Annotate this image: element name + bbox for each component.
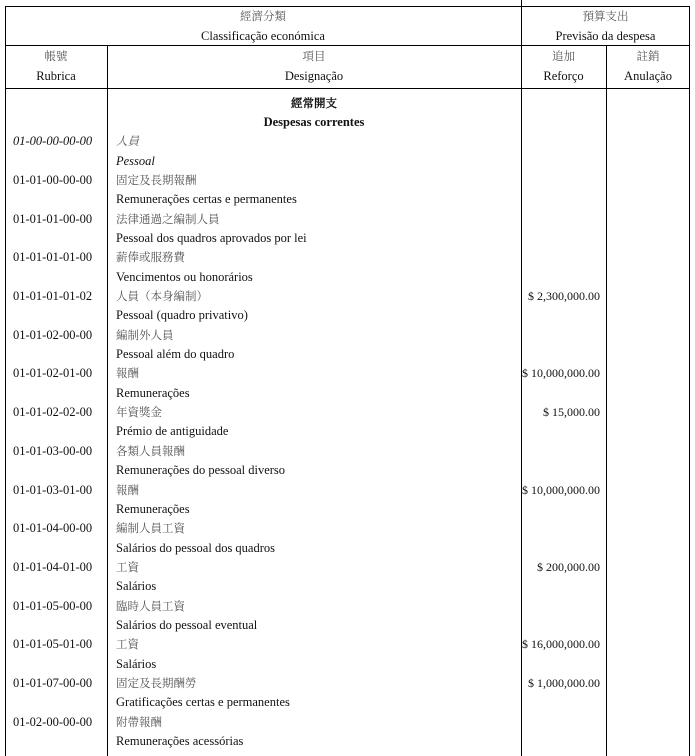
rubrica-code: 01-01-04-00-00: [13, 521, 93, 536]
table-row-pt: [0, 539, 695, 558]
rubrica-code: 01-01-01-01-02: [13, 289, 93, 303]
table-row-pt: [0, 268, 695, 287]
divider: [5, 88, 690, 89]
designation-zh: 各類人員報酬: [116, 443, 185, 458]
header-designation: [107, 47, 521, 86]
table-row: [0, 326, 695, 345]
section-title-zh: 經常開支: [291, 95, 337, 110]
designation-pt: Salários do pessoal eventual: [116, 617, 258, 632]
header-forecast-zh: 預算支出: [582, 9, 629, 23]
header-reforco: [521, 47, 606, 86]
header-anulacao-pt: Anulação: [624, 68, 672, 83]
designation-pt: Remunerações: [116, 385, 190, 400]
table-row-pt: [0, 461, 695, 480]
header-anulacao-zh: 註銷: [636, 49, 660, 63]
reforco-amount: $ 16,000,000.00: [522, 637, 600, 652]
table-row: [0, 519, 695, 538]
designation-zh: 報酬: [116, 366, 139, 381]
header-reforco-pt: Reforço: [543, 68, 584, 83]
table-row-pt: [0, 693, 695, 712]
table-row: [0, 132, 695, 151]
table-row: [0, 364, 695, 383]
table-row-pt: [0, 229, 695, 248]
table-row: [0, 287, 695, 306]
designation-zh: 人員（本身編制）: [116, 289, 208, 303]
designation-pt: Pessoal: [116, 153, 155, 168]
table-row: [0, 558, 695, 577]
rubrica-code: 01-01-02-01-00: [13, 366, 93, 381]
header-classification: [5, 7, 521, 46]
header-designation-zh: 項目: [302, 49, 326, 63]
rubrica-code: 01-00-00-00-00: [13, 134, 93, 149]
header-classification-pt: Classificação económica: [201, 28, 325, 43]
designation-zh: 法律通過之編制人員: [116, 211, 220, 226]
header-rubrica-zh: 帳號: [44, 49, 68, 63]
designation-zh: 編制外人員: [116, 327, 174, 342]
designation-pt: Pessoal além do quadro: [116, 347, 235, 362]
designation-pt: Remunerações: [116, 501, 190, 516]
designation-zh: 人員: [116, 134, 139, 149]
table-row-pt: [0, 616, 695, 635]
table-row: [0, 713, 695, 732]
header-rubrica: [5, 47, 107, 86]
reforco-amount: $ 1,000,000.00: [528, 676, 600, 690]
table-row-pt: [0, 422, 695, 441]
designation-pt: Remunerações do pessoal diverso: [116, 463, 286, 478]
header-forecast-pt: Previsão da despesa: [555, 28, 656, 43]
designation-zh: 報酬: [116, 482, 139, 497]
table-row: [0, 403, 695, 422]
designation-zh: 臨時人員工資: [116, 598, 185, 613]
designation-zh: 編制人員工資: [116, 521, 185, 536]
designation-pt: Remunerações certas e permanentes: [116, 192, 297, 207]
table-row-pt: [0, 306, 695, 325]
designation-pt: Salários: [116, 656, 157, 671]
header-classification-zh: 經濟分類: [240, 9, 286, 23]
section-title: [107, 94, 521, 133]
section-title-pt: Despesas correntes: [263, 114, 365, 129]
header-reforco-zh: 追加: [552, 49, 575, 63]
reforco-amount: $ 15,000.00: [543, 405, 600, 420]
table-row-pt: [0, 732, 695, 751]
table-row-pt: [0, 152, 695, 171]
designation-pt: Salários: [116, 579, 157, 594]
header-designation-pt: Designação: [284, 68, 344, 83]
designation-zh: 工資: [116, 637, 139, 652]
reforco-amount: $ 2,300,000.00: [528, 289, 600, 303]
designation-pt: Salários do pessoal dos quadros: [116, 540, 276, 555]
reforco-amount: $ 10,000,000.00: [522, 482, 600, 497]
designation-zh: 固定及長期報酬: [116, 172, 197, 187]
rubrica-code: 01-01-05-00-00: [13, 598, 93, 613]
designation-zh: 附帶報酬: [116, 714, 162, 729]
designation-zh: 固定及長期酬勞: [116, 676, 197, 690]
designation-pt: Vencimentos ou honorários: [116, 269, 253, 284]
table-row: [0, 481, 695, 500]
rubrica-code: 01-01-00-00-00: [13, 172, 93, 187]
designation-pt: Pessoal dos quadros aprovados por lei: [116, 230, 307, 245]
table-row-pt: [0, 384, 695, 403]
rubrica-code: 01-01-05-01-00: [13, 637, 93, 652]
designation-pt: Pessoal (quadro privativo): [116, 308, 248, 323]
rubrica-code: 01-01-07-00-00: [13, 676, 93, 690]
table-row: [0, 248, 695, 267]
header-forecast: [521, 7, 690, 46]
designation-zh: 工資: [116, 559, 139, 574]
rubrica-code: 01-02-00-00-00: [13, 714, 93, 729]
designation-pt: Prémio de antiguidade: [116, 424, 229, 439]
rubrica-code: 01-01-02-02-00: [13, 405, 93, 420]
rubrica-code: 01-01-02-00-00: [13, 327, 93, 342]
reforco-amount: $ 200,000.00: [537, 559, 600, 574]
table-row: [0, 635, 695, 654]
rubrica-code: 01-01-01-01-00: [13, 250, 93, 265]
rubrica-code: 01-01-03-00-00: [13, 443, 93, 458]
table-row-pt: [0, 577, 695, 596]
table-row-pt: [0, 500, 695, 519]
designation-zh: 年資獎金: [116, 405, 162, 420]
header-anulacao: [606, 47, 690, 86]
table-row: [0, 442, 695, 461]
table-row: [0, 210, 695, 229]
table-row-pt: [0, 345, 695, 364]
header-rubrica-pt: Rubrica: [36, 68, 76, 83]
table-row-pt: [0, 655, 695, 674]
designation-pt: Gratificações certas e permanentes: [116, 695, 290, 710]
reforco-amount: $ 10,000,000.00: [522, 366, 600, 381]
rubrica-code: 01-01-03-01-00: [13, 482, 93, 497]
designation-zh: 薪俸或服務費: [116, 250, 185, 265]
table-row: [0, 597, 695, 616]
table-row-pt: [0, 190, 695, 209]
table-row: [0, 674, 695, 693]
table-row: [0, 171, 695, 190]
rubrica-code: 01-01-01-00-00: [13, 211, 93, 226]
rubrica-code: 01-01-04-01-00: [13, 559, 93, 574]
designation-pt: Remunerações acessórias: [116, 734, 244, 749]
